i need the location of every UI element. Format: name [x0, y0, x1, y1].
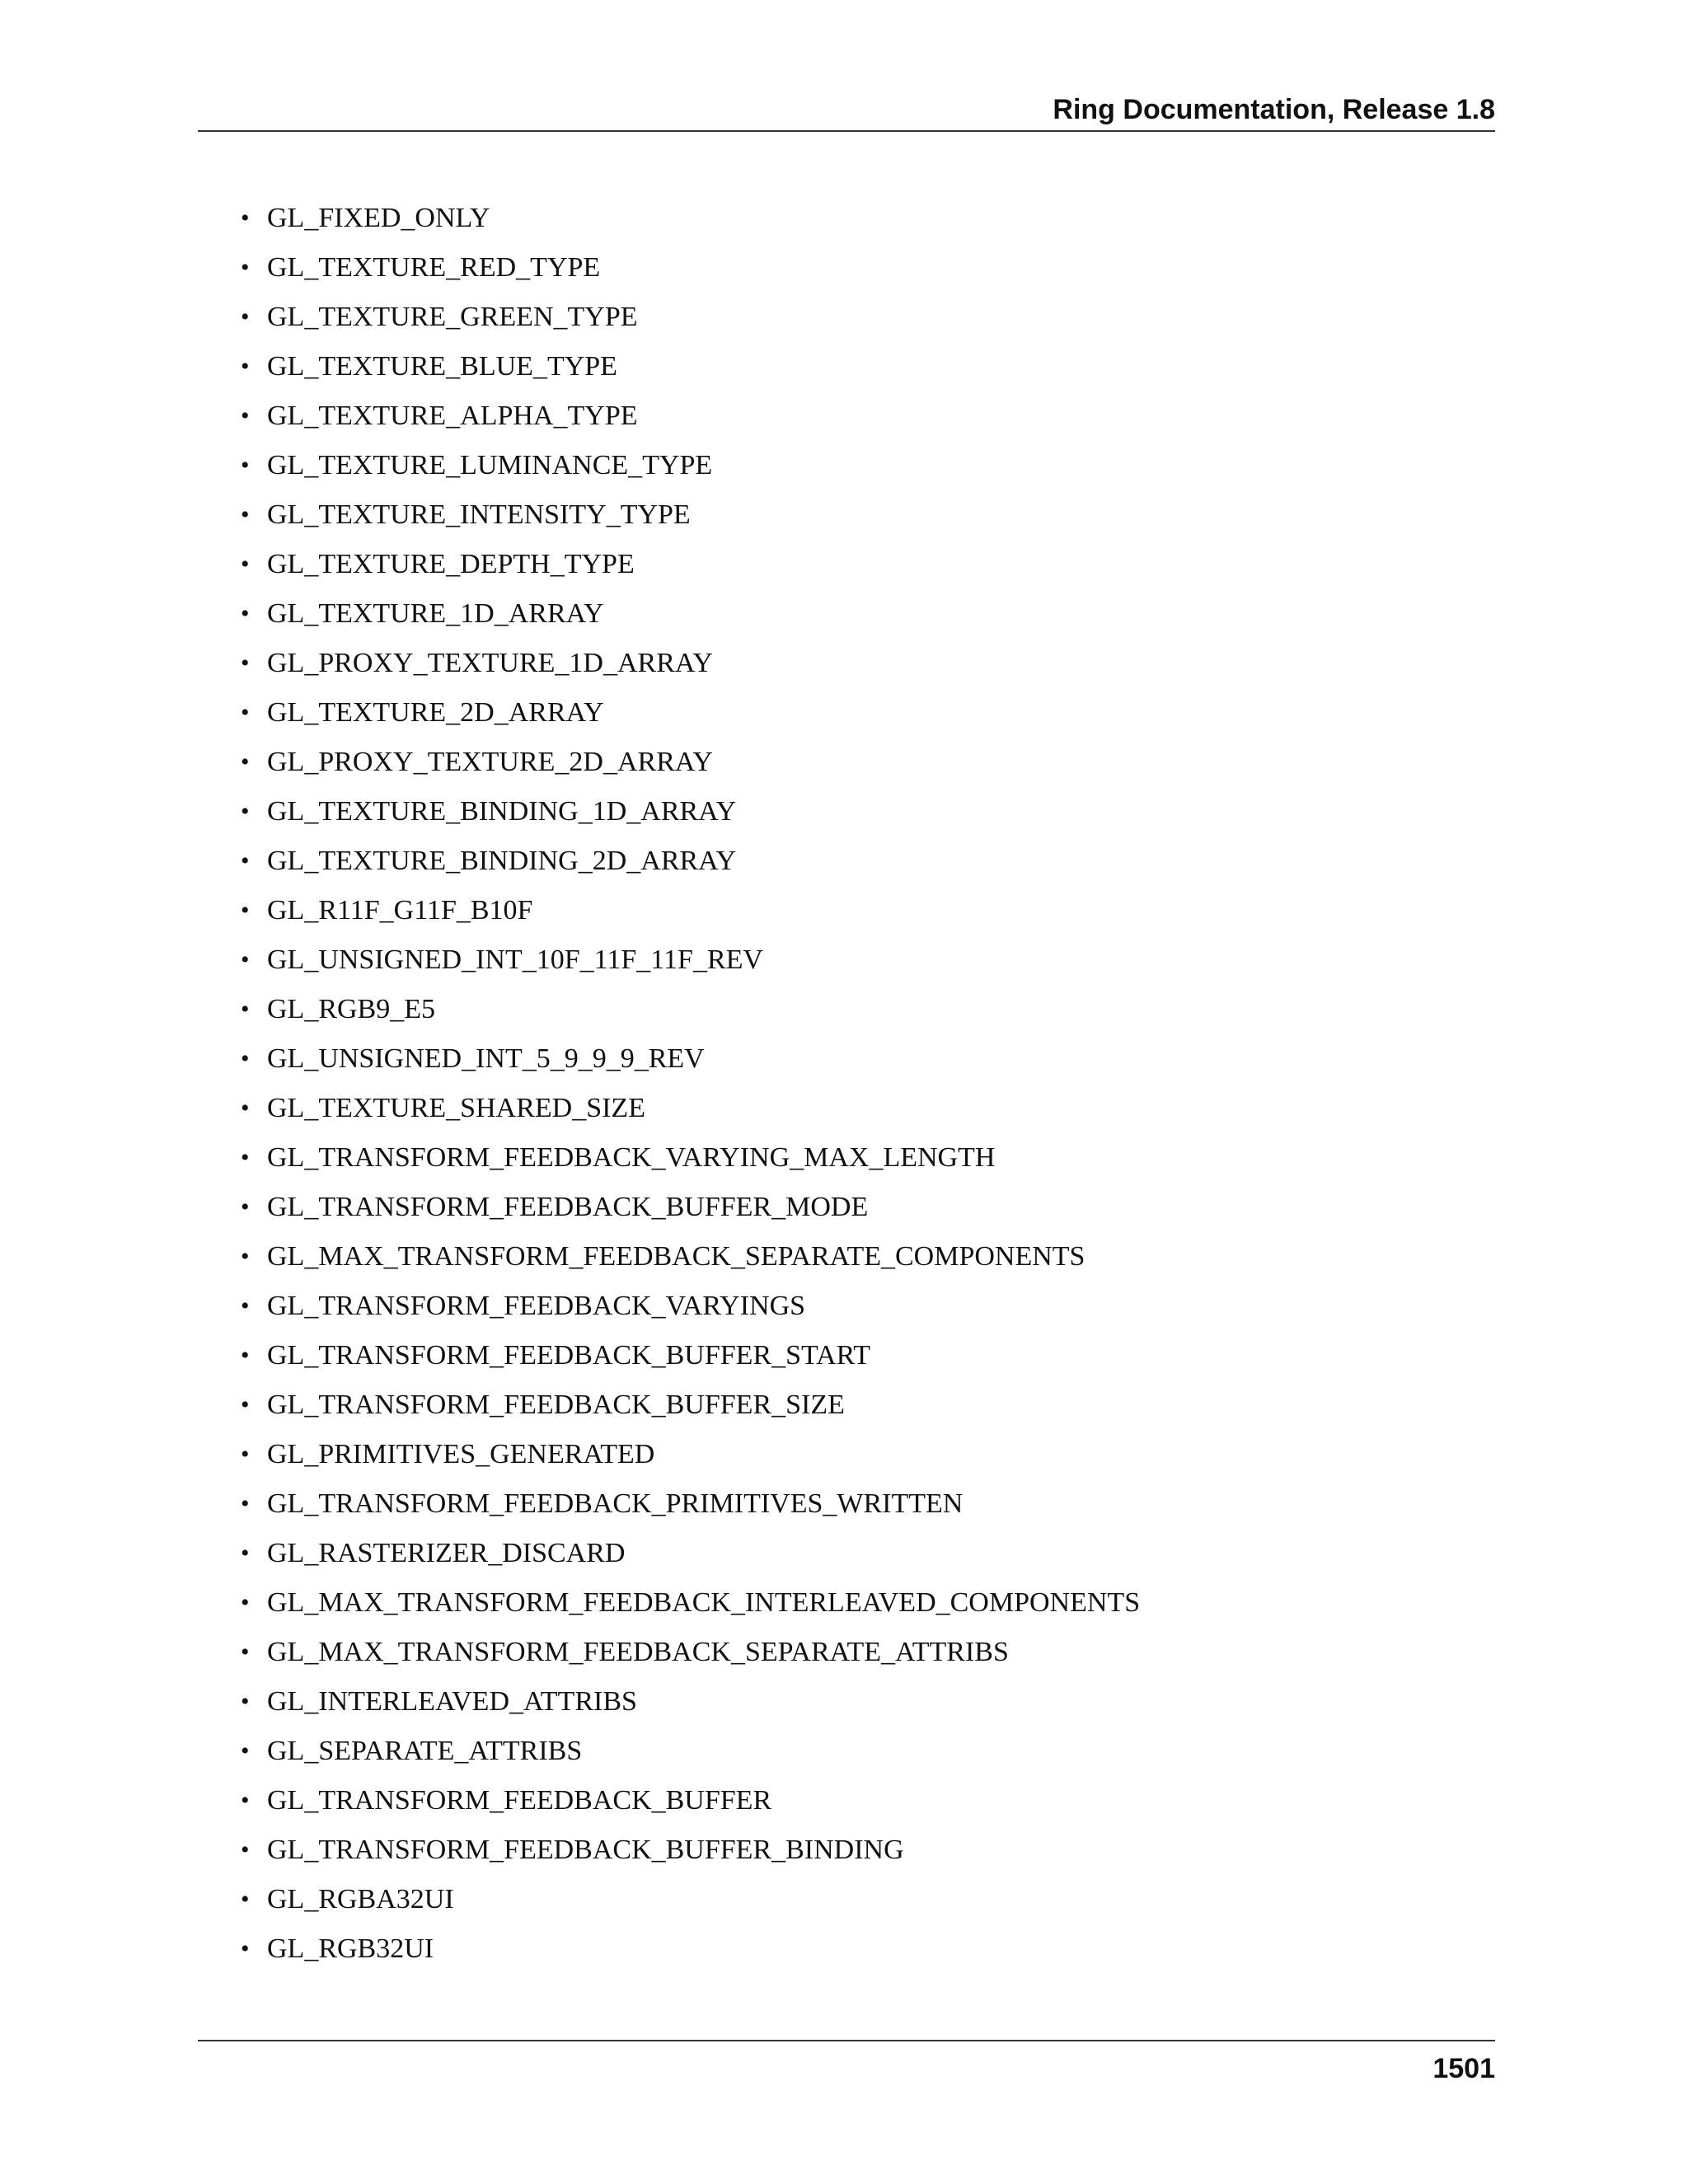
list-item-text: GL_PRIMITIVES_GENERATED — [267, 1439, 655, 1469]
list-item — [198, 1727, 1495, 1776]
list-item — [198, 540, 1495, 589]
list-item — [198, 1380, 1495, 1430]
list-item-text: GL_MAX_TRANSFORM_FEEDBACK_SEPARATE_ATTRIBS — [267, 1637, 1009, 1667]
list-item — [198, 886, 1495, 935]
list-item-text: GL_TEXTURE_BINDING_1D_ARRAY — [267, 796, 737, 827]
list-item — [198, 342, 1495, 391]
list-item — [198, 1331, 1495, 1380]
bullet-icon: • — [241, 1292, 250, 1319]
list-item — [198, 243, 1495, 293]
list-item — [198, 1430, 1495, 1479]
list-item — [198, 1133, 1495, 1183]
list-item — [198, 1183, 1495, 1232]
list-item-text: GL_TEXTURE_BINDING_2D_ARRAY — [267, 846, 737, 876]
list-item — [198, 935, 1495, 985]
bullet-icon: • — [241, 847, 250, 874]
list-item-text: GL_R11F_G11F_B10F — [267, 895, 533, 926]
list-item-text: GL_RGB9_E5 — [267, 994, 435, 1024]
list-item-text: GL_UNSIGNED_INT_5_9_9_9_REV — [267, 1043, 705, 1074]
bullet-icon: • — [241, 254, 250, 281]
list-item-text: GL_MAX_TRANSFORM_FEEDBACK_SEPARATE_COMPONENTS — [267, 1241, 1085, 1272]
list-item — [198, 1924, 1495, 1974]
bullet-icon: • — [241, 1342, 250, 1369]
bullet-icon: • — [241, 996, 250, 1023]
bullet-icon: • — [241, 946, 250, 973]
bullet-icon: • — [241, 1589, 250, 1616]
bullet-icon: • — [241, 353, 250, 380]
bullet-icon: • — [241, 402, 250, 429]
list-item-text: GL_TRANSFORM_FEEDBACK_PRIMITIVES_WRITTEN — [267, 1488, 964, 1519]
bullet-icon: • — [241, 1045, 250, 1072]
list-item-text: GL_TRANSFORM_FEEDBACK_BUFFER_MODE — [267, 1192, 869, 1222]
list-item-text: GL_TEXTURE_DEPTH_TYPE — [267, 549, 635, 579]
list-item-text: GL_TEXTURE_ALPHA_TYPE — [267, 401, 638, 431]
list-item-text: GL_TEXTURE_BLUE_TYPE — [267, 351, 617, 382]
page-header — [198, 89, 1495, 132]
list-item — [198, 293, 1495, 342]
list-item — [198, 589, 1495, 639]
bullet-icon: • — [241, 1540, 250, 1567]
bullet-icon: • — [241, 1243, 250, 1270]
list-item — [198, 1232, 1495, 1282]
list-item — [198, 490, 1495, 540]
constant-list — [198, 194, 1495, 1974]
bullet-icon: • — [241, 1688, 250, 1715]
bullet-icon: • — [241, 600, 250, 627]
bullet-icon: • — [241, 1836, 250, 1863]
bullet-icon: • — [241, 501, 250, 528]
bullet-icon: • — [241, 452, 250, 479]
list-item — [198, 1529, 1495, 1578]
bullet-icon: • — [241, 748, 250, 776]
list-item-text: GL_TEXTURE_LUMINANCE_TYPE — [267, 450, 713, 480]
list-item — [198, 1479, 1495, 1529]
header-title: Ring Documentation, Release 1.8 — [1053, 94, 1495, 125]
list-item — [198, 194, 1495, 243]
list-item — [198, 787, 1495, 837]
bullet-icon: • — [241, 1490, 250, 1517]
bullet-icon: • — [241, 798, 250, 825]
page-content — [198, 194, 1495, 1974]
list-item-text: GL_TRANSFORM_FEEDBACK_BUFFER_START — [267, 1340, 871, 1371]
list-item-text: GL_TRANSFORM_FEEDBACK_BUFFER_SIZE — [267, 1390, 845, 1420]
list-item-text: GL_TRANSFORM_FEEDBACK_BUFFER_BINDING — [267, 1835, 904, 1865]
list-item — [198, 688, 1495, 738]
list-item-text: GL_TRANSFORM_FEEDBACK_VARYINGS — [267, 1291, 806, 1321]
list-item-text: GL_RASTERIZER_DISCARD — [267, 1538, 626, 1568]
list-item — [198, 985, 1495, 1034]
list-item-text: GL_PROXY_TEXTURE_2D_ARRAY — [267, 747, 713, 777]
bullet-icon: • — [241, 1638, 250, 1666]
list-item — [198, 1628, 1495, 1677]
bullet-icon: • — [241, 1193, 250, 1221]
list-item-text: GL_TRANSFORM_FEEDBACK_BUFFER — [267, 1785, 772, 1816]
list-item — [198, 1776, 1495, 1825]
bullet-icon: • — [241, 1144, 250, 1171]
list-item-text: GL_RGBA32UI — [267, 1884, 454, 1915]
bullet-icon: • — [241, 1787, 250, 1814]
list-item — [198, 1034, 1495, 1084]
bullet-icon: • — [241, 1441, 250, 1468]
bullet-icon: • — [241, 897, 250, 924]
list-item-text: GL_SEPARATE_ATTRIBS — [267, 1736, 583, 1766]
bullet-icon: • — [241, 1935, 250, 1962]
list-item-text: GL_TEXTURE_SHARED_SIZE — [267, 1093, 645, 1123]
list-item-text: GL_RGB32UI — [267, 1933, 434, 1964]
bullet-icon: • — [241, 1886, 250, 1913]
page-number: 1501 — [1432, 2053, 1495, 2084]
list-item — [198, 738, 1495, 787]
bullet-icon: • — [241, 699, 250, 726]
list-item-text: GL_TEXTURE_GREEN_TYPE — [267, 302, 638, 332]
list-item-text: GL_TEXTURE_1D_ARRAY — [267, 598, 604, 629]
list-item — [198, 1578, 1495, 1628]
bullet-icon: • — [241, 551, 250, 578]
list-item — [198, 1282, 1495, 1331]
list-item — [198, 1084, 1495, 1133]
bullet-icon: • — [241, 204, 250, 232]
list-item-text: GL_TEXTURE_2D_ARRAY — [267, 697, 604, 728]
list-item-text: GL_TRANSFORM_FEEDBACK_VARYING_MAX_LENGTH — [267, 1142, 996, 1173]
bullet-icon: • — [241, 1094, 250, 1122]
list-item-text: GL_UNSIGNED_INT_10F_11F_11F_REV — [267, 944, 763, 975]
bullet-icon: • — [241, 303, 250, 330]
bullet-icon: • — [241, 1737, 250, 1765]
list-item — [198, 639, 1495, 688]
list-item — [198, 1677, 1495, 1727]
list-item-text: GL_INTERLEAVED_ATTRIBS — [267, 1686, 637, 1717]
list-item — [198, 837, 1495, 886]
list-item-text: GL_PROXY_TEXTURE_1D_ARRAY — [267, 648, 713, 678]
list-item — [198, 1825, 1495, 1875]
list-item — [198, 391, 1495, 441]
list-item — [198, 1875, 1495, 1924]
page-footer — [198, 2040, 1495, 2091]
list-item-text: GL_FIXED_ONLY — [267, 203, 490, 233]
bullet-icon: • — [241, 649, 250, 677]
list-item-text: GL_TEXTURE_INTENSITY_TYPE — [267, 499, 691, 530]
bullet-icon: • — [241, 1391, 250, 1418]
list-item-text: GL_TEXTURE_RED_TYPE — [267, 252, 601, 283]
list-item — [198, 441, 1495, 490]
list-item-text: GL_MAX_TRANSFORM_FEEDBACK_INTERLEAVED_COMPONENTS — [267, 1587, 1141, 1618]
